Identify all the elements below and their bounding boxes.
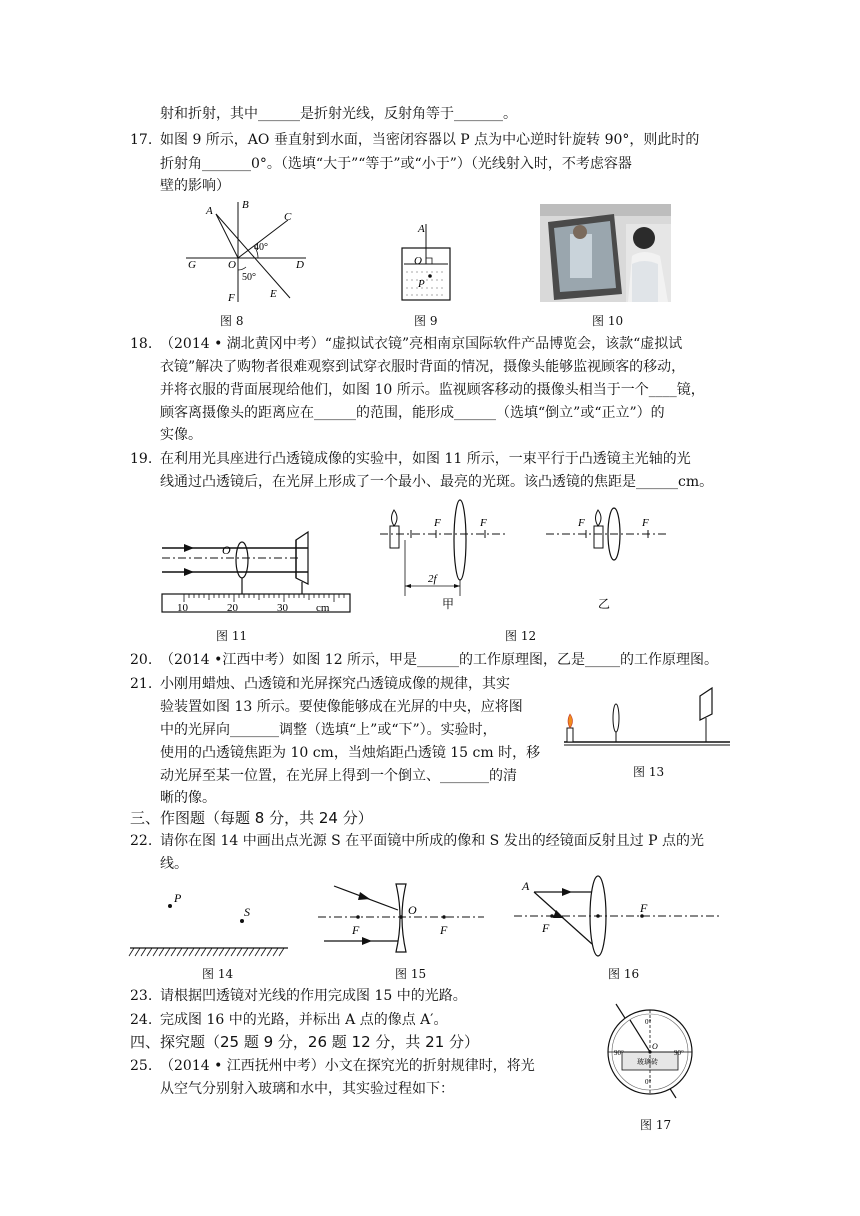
caption-fig15: 图 15 [395, 967, 427, 981]
text-line: 请根据凹透镜对光线的作用完成图 15 中的光路。 [160, 988, 467, 1004]
virtual-mirror-photo [540, 204, 671, 302]
label-f3: F [578, 517, 585, 529]
label-g: G [188, 259, 196, 271]
angle-40: 40° [254, 242, 268, 253]
label-f2: F [480, 517, 487, 529]
label-f2: F [640, 901, 648, 915]
text-line: 在利用光具座进行凸透镜成像的实验中，如图 11 所示，一束平行于凸透镜主光轴的光 [160, 451, 691, 467]
tick-90-right: 90° [674, 1049, 684, 1057]
caption-fig10: 图 10 [592, 314, 624, 328]
text-line: 中的光屏向_______调整（选填“上”或“下”）。实验时， [160, 722, 497, 738]
tick-10: 10 [177, 602, 188, 614]
caption-fig17: 图 17 [640, 1118, 672, 1132]
text-line: 射和折射，其中______是折射光线，反射角等于_______。 [160, 106, 517, 122]
text-line: 小刚用蜡烛、凸透镜和光屏探究凸透镜成像的规律，其实 [160, 676, 510, 692]
text-line: 动光屏至某一位置，在光屏上得到一个倒立、_______的清 [160, 768, 517, 784]
label-o: O [414, 255, 422, 267]
label-f1: F [352, 923, 360, 937]
text-line: 衣镜”解决了购物者很难观察到试穿衣服时背面的情况，摄像头能够监视顾客的移动， [160, 359, 686, 375]
text-line: 晰的像。 [160, 790, 216, 806]
label-a: A [418, 223, 425, 235]
question-number: 19. [130, 451, 153, 467]
glass-label: 玻璃砖 [637, 1058, 658, 1066]
label-o: O [408, 903, 417, 917]
text-line: 实像。 [160, 427, 202, 443]
question-number: 25. [130, 1058, 153, 1074]
label-s: S [244, 905, 250, 919]
label-o: O [222, 543, 231, 557]
text-line: （2014 • 江西抚州中考）小文在探究光的折射规律时，将光 [160, 1058, 535, 1074]
unit-cm: cm [316, 602, 330, 614]
caption-fig8: 图 8 [220, 314, 244, 328]
label-a: A [522, 879, 530, 893]
label-jia: 甲 [442, 597, 455, 611]
label-o: O [228, 259, 236, 271]
question-number: 20. [130, 652, 153, 668]
figure-8-reflection-refraction [180, 198, 310, 308]
label-yi: 乙 [598, 597, 611, 611]
figure-12-jia [378, 496, 508, 614]
tick-0-bottom: 0° [645, 1078, 652, 1086]
caption-fig13: 图 13 [633, 765, 665, 779]
figure-11-optical-bench [158, 522, 362, 614]
label-o: O [652, 1042, 658, 1051]
tick-0-top: 0° [645, 1018, 652, 1026]
label-a: A [206, 205, 213, 217]
section-heading: 四、探究题（25 题 9 分，26 题 12 分，共 21 分） [130, 1033, 480, 1051]
question-number: 23. [130, 988, 153, 1004]
label-p: P [418, 278, 425, 290]
text-line: （2014 • 湖北黄冈中考）“虚拟试衣镜”亮相南京国际软件产品博览会，该款“虚拟试 [160, 336, 683, 352]
figure-12-yi [542, 496, 672, 614]
label-f: F [228, 292, 235, 304]
text-line: （2014 •江西中考）如图 12 所示，甲是______的工作原理图，乙是_____的工作原理图。 [160, 652, 719, 668]
tick-90-left: 90° [614, 1049, 624, 1057]
section-heading: 三、作图题（每题 8 分，共 24 分） [130, 809, 373, 827]
label-d: D [296, 259, 304, 271]
tick-20: 20 [227, 602, 238, 614]
label-p: P [174, 891, 182, 905]
text-line: 壁的影响） [160, 178, 230, 194]
text-line: 请你在图 14 中画出点光源 S 在平面镜中所成的像和 S 发出的经镜面反射且过 P 点的光 [160, 833, 705, 849]
text-line: 线通过凸透镜后，在光屏上形成了一个最小、最亮的光斑。该凸透镜的焦距是______cm。 [160, 474, 714, 490]
text-line: 完成图 16 中的光路，并标出 A 点的像点 A′。 [160, 1012, 448, 1028]
question-number: 18. [130, 336, 153, 352]
tick-30: 30 [277, 602, 288, 614]
caption-fig11: 图 11 [216, 629, 248, 643]
figure-9-container [390, 218, 460, 304]
figure-17-protractor [600, 1000, 700, 1112]
caption-fig14: 图 14 [202, 967, 234, 981]
label-f1: F [434, 517, 441, 529]
question-number: 17. [130, 132, 153, 148]
text-line: 从空气分别射入玻璃和水中，其实验过程如下： [160, 1081, 454, 1097]
caption-fig16: 图 16 [608, 967, 640, 981]
question-number: 24. [130, 1012, 153, 1028]
angle-50: 50° [242, 272, 256, 283]
caption-fig12: 图 12 [505, 629, 537, 643]
label-e: E [270, 288, 277, 300]
figure-13-apparatus [562, 684, 732, 748]
caption-fig9: 图 9 [414, 314, 438, 328]
label-f4: F [642, 517, 649, 529]
figure-16-convex-lens [512, 872, 722, 962]
text-line: 线。 [160, 856, 188, 872]
question-number: 21. [130, 676, 153, 692]
text-line: 使用的凸透镜焦距为 10 cm，当烛焰距凸透镜 15 cm 时，移 [160, 745, 541, 761]
text-line: 并将衣服的背面展现给他们，如图 10 所示。监视顾客移动的摄像头相当于一个____镜， [160, 382, 705, 398]
figure-14-mirror [128, 886, 290, 960]
label-b: B [242, 199, 249, 211]
label-2f: 2f [428, 573, 437, 585]
figure-10-photo-virtual-mirror [540, 204, 671, 302]
text-line: 如图 9 所示，AO 垂直射到水面，当密闭容器以 P 点为中心逆时针旋转 90°，则此时的 [160, 132, 700, 148]
label-f2: F [440, 923, 448, 937]
text-line: 验装置如图 13 所示。要使像能够成在光屏的中央，应将图 [160, 699, 523, 715]
question-number: 22. [130, 833, 153, 849]
label-f1: F [542, 921, 550, 935]
figure-15-concave-lens [316, 880, 486, 962]
text-line: 折射角_______0°。（选填“大于”“等于”或“小于”）（光线射入时，不考虑容器 [160, 156, 632, 172]
label-c: C [284, 211, 292, 223]
text-line: 顾客离摄像头的距离应在______的范围，能形成______（选填“倒立”或“正立”）的 [160, 405, 665, 421]
